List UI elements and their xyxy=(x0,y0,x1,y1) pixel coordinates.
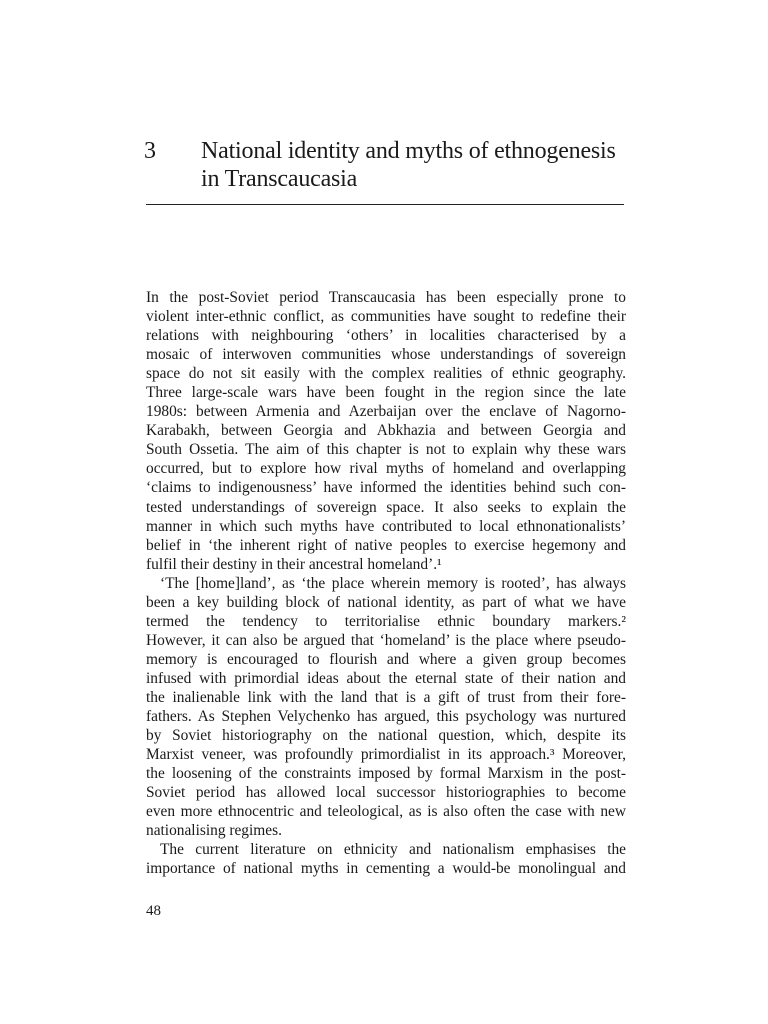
text-line: mosaic of interwoven communities whose understandings of sovereign xyxy=(146,346,626,364)
text-line: ‘The [home]land’, as ‘the place wherein memory is rooted’, has always xyxy=(160,574,626,592)
text-line: 1980s: between Armenia and Azerbaijan over the enclave of Nagorno- xyxy=(146,403,626,421)
text-line: even more ethnocentric and teleological, as is also often the case with new xyxy=(146,803,626,821)
text-line: Soviet period has allowed local successor historiographies to become xyxy=(146,784,626,802)
text-line: importance of national myths in cementing a would-be monolingual and xyxy=(146,860,626,878)
text-line: In the post-Soviet period Transcaucasia has been especially prone to xyxy=(146,289,626,306)
text-line: memory is encouraged to flourish and where a given group becomes xyxy=(146,650,626,668)
text-line: belief in ‘the inherent right of native peoples to exercise hegemony and xyxy=(146,536,626,554)
text-line: Three large-scale wars have been fought in the region since the late xyxy=(146,384,626,402)
text-line: The current literature on ethnicity and nationalism emphasises the xyxy=(160,841,626,859)
text-line: space do not sit easily with the complex realities of ethnic geography. xyxy=(146,365,626,383)
text-line: termed the tendency to territorialise ethnic boundary markers.² xyxy=(146,612,626,630)
text-line: the inalienable link with the land that is a gift of trust from their fore- xyxy=(146,688,626,706)
text-line: relations with neighbouring ‘others’ in localities characterised by a xyxy=(146,327,626,345)
text-line: ‘claims to indigenousness’ have informed the identities behind such con- xyxy=(146,479,626,497)
text-line: Karabakh, between Georgia and Abkhazia and between Georgia and xyxy=(146,422,626,440)
title-divider xyxy=(146,204,624,205)
text-line: by Soviet historiography on the national question, which, despite its xyxy=(146,727,626,745)
chapter-title xyxy=(201,137,641,193)
text-line: the loosening of the constraints imposed by formal Marxism in the post- xyxy=(146,765,626,783)
text-line: manner in which such myths have contributed to local ethnonationalists’ xyxy=(146,517,626,535)
text-line: been a key building block of national identity, as part of what we have xyxy=(146,593,626,611)
text-line: South Ossetia. The aim of this chapter is not to explain why these wars xyxy=(146,441,626,459)
chapter-number: 3 xyxy=(144,138,156,164)
text-line: fathers. As Stephen Velychenko has argued, this psychology was nurtured xyxy=(146,708,626,726)
text-line: Marxist veneer, was profoundly primordialist in its approach.³ Moreover, xyxy=(146,746,626,764)
text-line: tested understandings of sovereign space. It also seeks to explain the xyxy=(146,498,626,516)
chapter-title-line-2: in Transcaucasia xyxy=(201,166,358,192)
text-line: nationalising regimes. xyxy=(146,822,282,840)
text-line: fulfil their destiny in their ancestral homeland’.¹ xyxy=(146,555,442,573)
chapter-title-line-1: National identity and myths of ethnogenesis xyxy=(201,138,616,164)
text-line: occurred, but to explore how rival myths of homeland and overlapping xyxy=(146,460,626,478)
text-line: infused with primordial ideas about the eternal state of their nation and xyxy=(146,669,626,687)
body-text xyxy=(146,288,626,878)
text-line: However, it can also be argued that ‘homeland’ is the place where pseudo- xyxy=(146,631,626,649)
text-line: violent inter-ethnic conflict, as communities have sought to redefine their xyxy=(146,308,626,326)
page-number: 48 xyxy=(146,903,161,919)
